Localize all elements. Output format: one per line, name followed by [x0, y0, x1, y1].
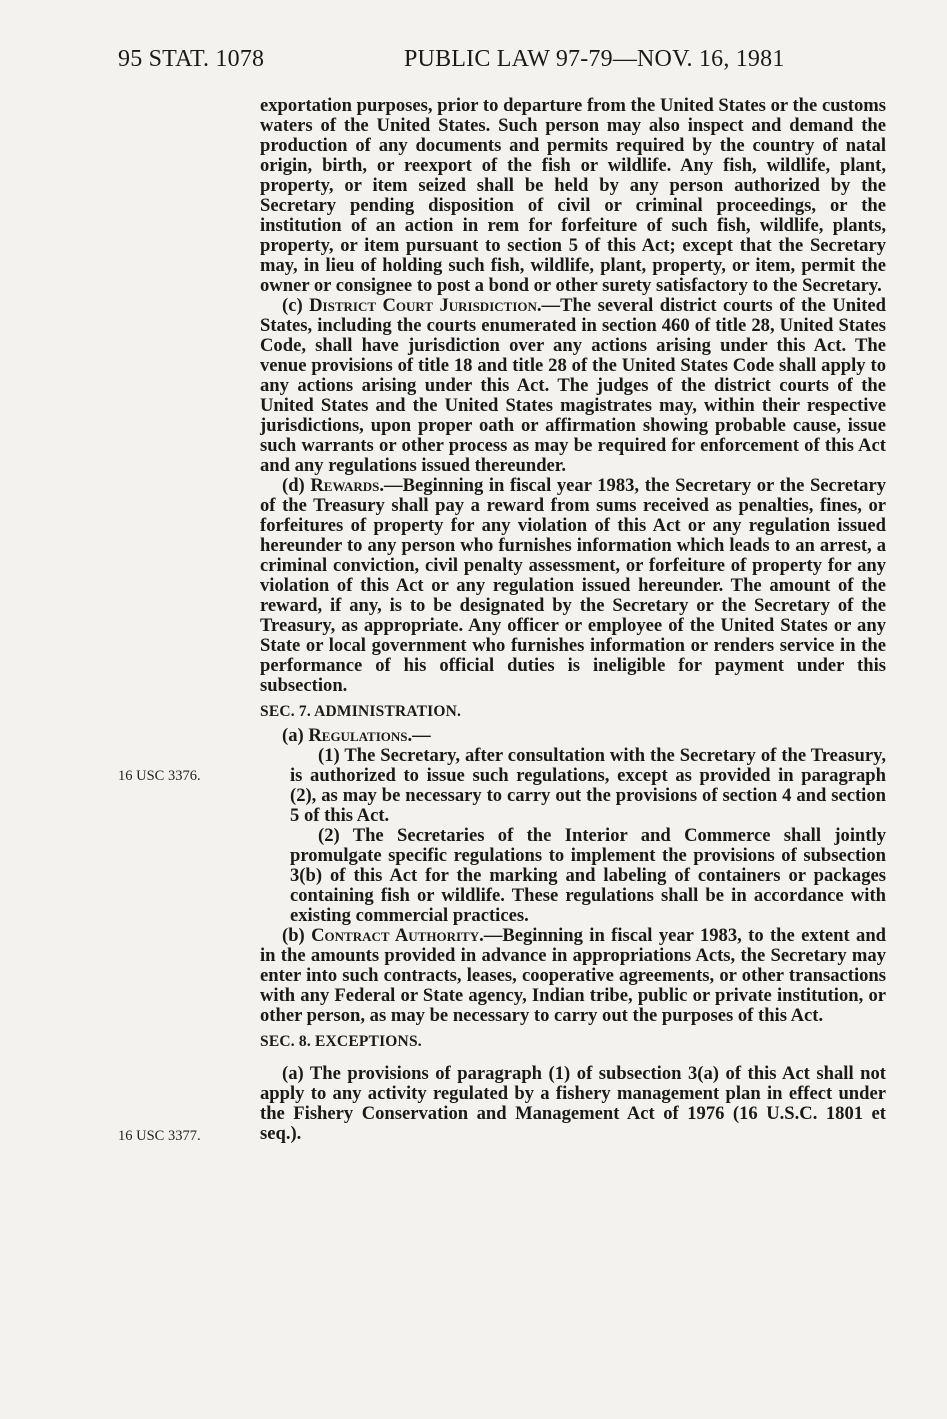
statute-page-number: 95 STAT. 1078	[118, 46, 265, 72]
section-7-heading: SEC. 7. ADMINISTRATION.	[260, 703, 462, 720]
subsection-c-heading: District Court Jurisdiction.	[309, 295, 542, 316]
section-8-a: (a) The provisions of paragraph (1) of subsection 3(a) of this Act shall not apply to any activity regulated by a fishery management plan in effect under the Fishery Conservation and Management Act of 1976 (16 U.S.C. 1801 et seq.).	[260, 1063, 886, 1144]
subsection-c-text: —The several district courts of the United States, including the courts enumerated in section 460 of title 28, United States Code, shall have jurisdiction over any actions arising under this Act. The venue provisions of title 18 and title 28 of the United States Code shall apply to any actions arising under this Act. The judges of the district courts of the United States and the United States magistrates may, within their respective jurisdictions, upon proper oath or affirmation showing probable cause, issue such warrants or other process as may be required for enforcement of this Act and any regulations issued thereunder.	[260, 295, 886, 476]
section-7-a-heading: Regulations.	[308, 725, 413, 746]
subsection-d-text: —Beginning in fiscal year 1983, the Secretary or the Secretary of the Treasury shall pay a reward from sums received as penalties, fines, or forfeitures of property for any violation of this Act or any regulation issued hereunder to any person who furnishes information which leads to an arrest, a criminal conviction, civil penalty assessment, or forfeiture of property for any violation of this Act or any regulation issued hereunder. The amount of the reward, if any, is to be designated by the Secretary or the Secretary of the Treasury, as appropriate. Any officer or employee of the United States or any State or local government who furnishes information or renders service in the performance of his official duties is ineligible for payment under this subsection.	[260, 475, 887, 696]
section-7-a	[260, 726, 886, 746]
section-8-heading: SEC. 8. EXCEPTIONS.	[260, 1033, 422, 1050]
subsection-d	[260, 476, 886, 696]
section-7-a-label: (a)	[282, 725, 309, 746]
margin-note-sec8: 16 USC 3377.	[118, 1128, 201, 1144]
subsection-c	[260, 296, 886, 476]
section-7-b	[260, 926, 886, 1026]
section-7-a2: (2) The Secretaries of the Interior and Commerce shall jointly promulgate specific regulations to implement the provisions of subsection 3(b) of this Act for the marking and labeling of containers or packages containing fish or wildlife. These regulations shall be in accordance with existing commercial practices.	[290, 825, 886, 926]
section-7-b-text: —Beginning in fiscal year 1983, to the extent and in the amounts provided in advance in appropriations Acts, the Secretary may enter into such contracts, leases, cooperative agreements, or other transactions with any Federal or State agency, Indian tribe, public or private institution, or other person, as may be necessary to carry out the purposes of this Act.	[260, 925, 887, 1026]
margin-note-sec7: 16 USC 3376.	[118, 768, 201, 784]
page-header	[118, 46, 888, 82]
body-text	[260, 96, 886, 1144]
subsection-c-label: (c)	[282, 295, 310, 316]
subsection-d-heading: Rewards.	[310, 475, 385, 496]
section-7-a1: (1) The Secretary, after consultation with the Secretary of the Treasury, is authorized to issue such regulations, except as provided in paragraph (2), as may be necessary to carry out the provisions of section 4 and section 5 of this Act.	[290, 745, 886, 826]
section-7-a-dash: —	[412, 725, 431, 746]
public-law-title: PUBLIC LAW 97-79—NOV. 16, 1981	[404, 46, 785, 72]
continued-paragraph: exportation purposes, prior to departure from the United States or the customs waters of the United States. Such person may also inspect and demand the production of any documents and permits required by the country of natal origin, birth, or reexport of the fish or wildlife. Any fish, wildlife, plant, property, or item seized shall be held by any person authorized by the Secretary pending disposition of civil or criminal proceedings, or the institution of an action in rem for forfeiture of such fish, wildlife, plants, property, or item pursuant to section 5 of this Act; except that the Secretary may, in lieu of holding such fish, wildlife, plant, property, or item, permit the owner or consignee to post a bond or other surety satisfactory to the Secretary.	[260, 95, 886, 296]
section-7-b-heading: Contract Authority.	[311, 925, 484, 946]
section-7-b-label: (b)	[282, 925, 312, 946]
subsection-d-label: (d)	[282, 475, 311, 496]
